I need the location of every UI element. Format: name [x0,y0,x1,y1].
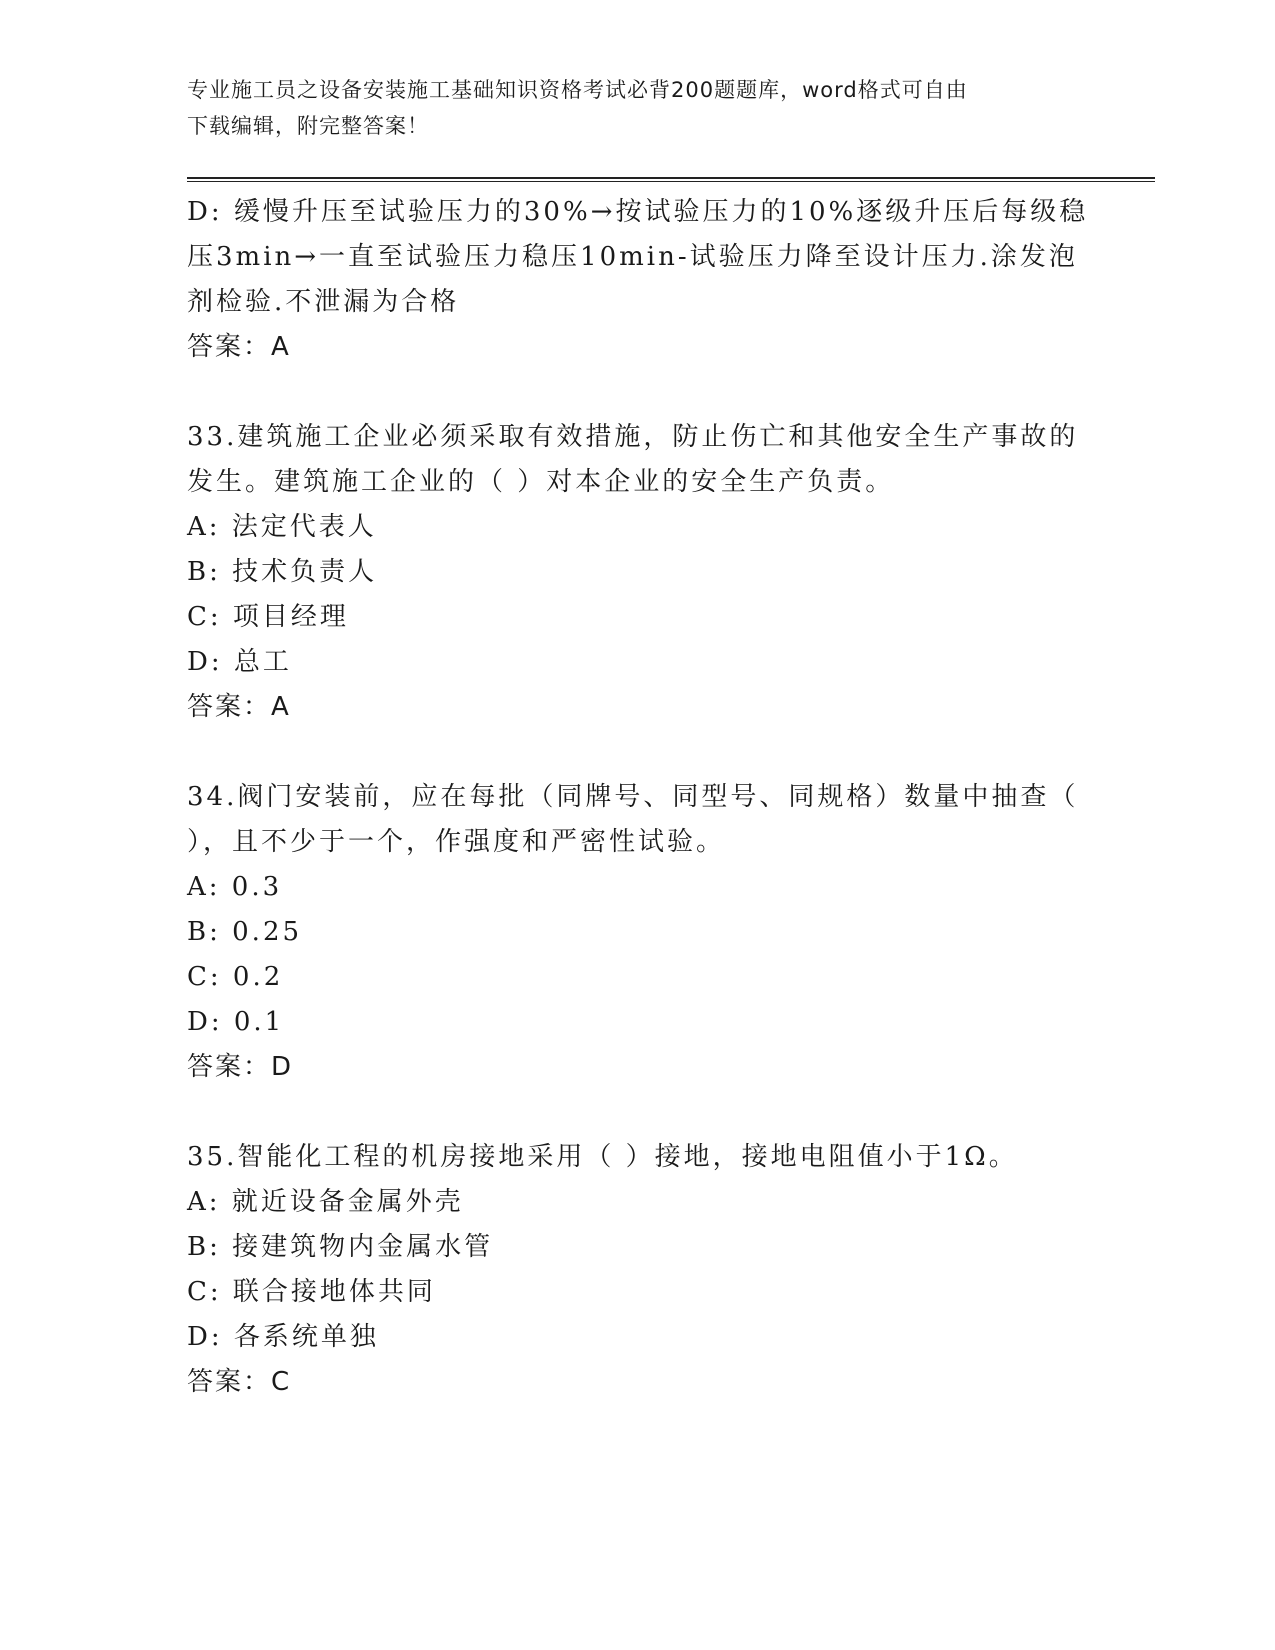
question-list [187,190,1089,1405]
header-divider [187,177,1155,182]
document-header [187,72,1067,144]
question-stem-continued: ），且不少于一个，作强度和严密性试验。 [187,827,726,857]
spacer [187,1090,1067,1135]
answer: 答案：D [187,1052,294,1082]
question-stem-continued: 发生。建筑施工企业的（ ）对本企业的安全生产负责。 [187,467,895,497]
option-b: B: 0.25 [187,917,303,947]
option-d-continued: 剂检验.不泄漏为合格 [187,287,460,317]
question-32-tail [187,190,1089,370]
option-c: C: 0.2 [187,962,284,992]
option-b: B: 接建筑物内金属水管 [187,1232,494,1262]
question-35 [187,1135,1067,1405]
header-title-line-2: 下载编辑，附完整答案！ [187,114,429,138]
answer: 答案：A [187,692,291,722]
option-d: D: 各系统单独 [187,1322,379,1352]
question-stem: 33.建筑施工企业必须采取有效措施，防止伤亡和其他安全生产事故的 [187,422,1079,452]
spacer [187,370,1067,415]
option-d-continued: 压3min→一直至试验压力稳压10min-试验压力降至设计压力.涂发泡 [187,242,1078,272]
option-d: D: 缓慢升压至试验压力的30%→按试验压力的10%逐级升压后每级稳 [187,197,1089,227]
question-stem: 34.阀门安装前，应在每批（同牌号、同型号、同规格）数量中抽查（ [187,782,1079,812]
option-d: D: 0.1 [187,1007,285,1037]
answer: 答案：A [187,332,291,362]
option-c: C: 联合接地体共同 [187,1277,436,1307]
question-stem: 35.智能化工程的机房接地采用（ ）接地，接地电阻值小于1Ω。 [187,1142,1018,1172]
option-a: A: 法定代表人 [187,512,377,542]
option-c: C: 项目经理 [187,602,349,632]
option-a: A: 0.3 [187,872,283,902]
option-a: A: 就近设备金属外壳 [187,1187,464,1217]
spacer [187,730,1067,775]
question-34 [187,775,1079,1090]
option-d: D: 总工 [187,647,292,677]
header-title-line-1: 专业施工员之设备安装施工基础知识资格考试必背200题题库，word格式可自由 [187,78,968,102]
option-b: B: 技术负责人 [187,557,378,587]
question-33 [187,415,1079,730]
answer: 答案：C [187,1367,292,1397]
